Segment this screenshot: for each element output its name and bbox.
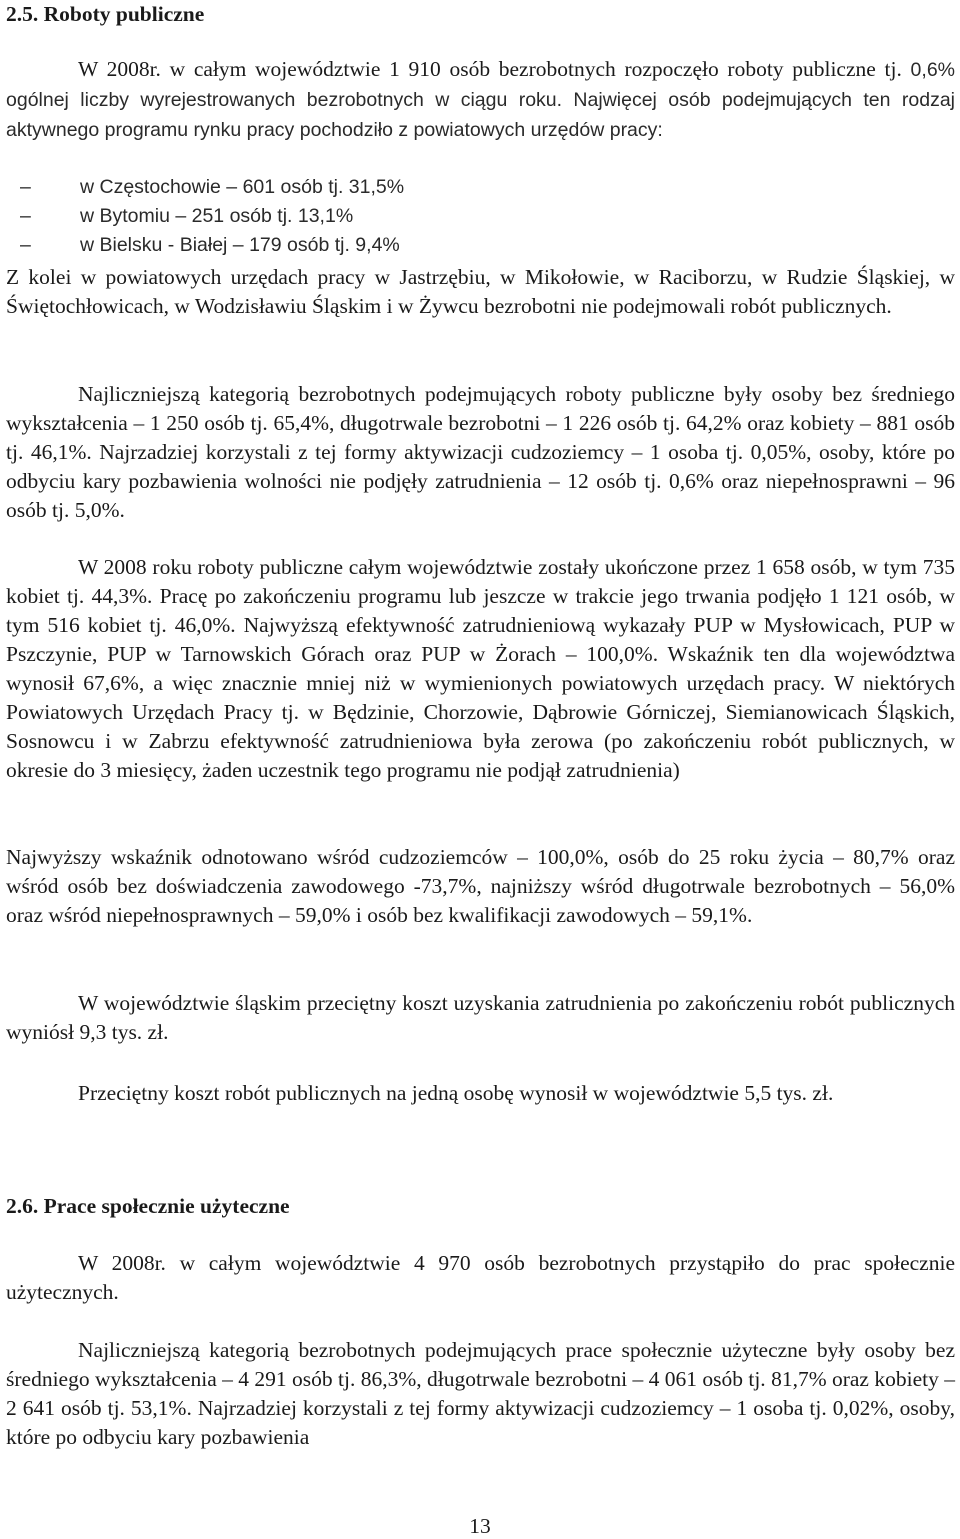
paragraph-psu-intro: W 2008r. w całym województwie 4 970 osób bezrobotnych przystąpiło do prac społecznie użytecznych.: [6, 1251, 955, 1304]
intro-text-serif: W 2008r. w całym województwie 1 910 osób bezrobotnych rozpoczęło roboty publiczne tj.: [78, 57, 902, 81]
paragraph-categories: Najliczniejszą kategorią bezrobotnych podejmujących roboty publiczne były osoby bez średniego wykształcenia – 1 250 osób tj. 65,4%, długotrwale bezrobotni – 1 226 osób tj. 64,2% oraz kobiety – 881 osób tj. 46,1%. Najrzadziej korzystali z tej formy aktywizacji cudzoziemcy – 1 osoba tj. 0,05%, osoby, które po odbyciu kary pozbawienia wolności nie podjęły zatrudnienia – 12 osób tj. 0,6% oraz niepełnosprawni – 96 osób tj. 5,0%.: [6, 382, 955, 522]
paragraph-completed: W 2008 roku roboty publiczne całym województwie zostały ukończone przez 1 658 osób, w tym 735 kobiet tj. 44,3%. Pracę po zakończeniu programu lub jeszcze w trakcie jego trwania podjęło 1 121 osób, w tym 516 kobiet tj. 46,0%. Najwyższą efektywność zatrudnieniową wykazały PUP w Mysłowicach, PUP w Pszczynie, PUP w Tarnowskich Górach oraz PUP w Żorach – 100,0%. Wskaźnik ten dla województwa wynosił 67,6%, a więc znacznie mniej niż w wymienionych powiatowych urzędach pracy. W niektórych Powiatowych Urzędach Pracy tj. w Będzinie, Chorzowie, Dąbrowie Górniczej, Siemianowicach Śląskich, Sosnowcu i w Zabrzu efektywność zatrudnieniowa była zerowa (po zakończeniu robót publicznych, w okresie do 3 miesięcy, żaden uczestnik tego programu nie podjął zatrudnienia): [6, 555, 955, 782]
paragraph-cost-per-person: Przeciętny koszt robót publicznych na jedną osobę wynosił w województwie 5,5 tys. zł.: [78, 1081, 834, 1105]
pup-list: [6, 173, 955, 260]
paragraph-no-public-works: Z kolei w powiatowych urzędach pracy w Jastrzębiu, w Mikołowie, w Raciborzu, w Rudzie Śląskiej, w Świętochłowicach, w Wodzisławiu Śląskim i w Żywcu bezrobotni nie podejmowali robót publicznych.: [6, 265, 955, 318]
list-item: [6, 231, 955, 260]
list-item-text: w Bielsku - Białej – 179 osób tj. 9,4%: [80, 234, 400, 256]
dash-bullet: –: [20, 176, 31, 198]
dash-bullet: –: [20, 234, 31, 256]
dash-bullet: –: [20, 205, 31, 227]
paragraph-intro: [6, 55, 955, 145]
page-number: 13: [469, 1514, 491, 1538]
section-heading-prace-spolecznie-uzyteczne: 2.6. Prace społecznie użyteczne: [6, 1194, 290, 1218]
section-heading-roboty-publiczne: 2.5. Roboty publiczne: [6, 2, 205, 26]
list-item: [6, 173, 955, 202]
paragraph-cost-employment: W województwie śląskim przeciętny koszt uzyskania zatrudnienia po zakończeniu robót publicznych wyniósł 9,3 tys. zł.: [6, 991, 955, 1044]
list-item-text: w Bytomiu – 251 osób tj. 13,1%: [80, 205, 354, 227]
intro-text-sans: 0,6% ogólnej liczby wyrejestrowanych bezrobotnych w ciągu roku. Najwięcej osób podejmujących ten rodzaj aktywnego programu rynku pracy pochodziło z powiatowych urzędów pracy:: [6, 59, 955, 141]
list-item-text: w Częstochowie – 601 osób tj. 31,5%: [80, 176, 405, 198]
paragraph-highest-indicator: Najwyższy wskaźnik odnotowano wśród cudzoziemców – 100,0%, osób do 25 roku życia – 80,7% oraz wśród osób bez doświadczenia zawodowego -73,7%, najniższy wśród długotrwale bezrobotnych – 56,0% oraz wśród niepełnosprawnych – 59,0% i osób bez kwalifikacji zawodowych – 59,1%.: [6, 845, 955, 927]
list-item: [6, 202, 955, 231]
paragraph-psu-categories: Najliczniejszą kategorią bezrobotnych podejmujących prace społecznie użyteczne były osoby bez średniego wykształcenia – 4 291 osób tj. 86,3%, długotrwale bezrobotni – 4 061 osób tj. 81,7% oraz kobiety – 2 641 osób tj. 53,1%. Najrzadziej korzystali z tej formy aktywizacji cudzoziemcy – 1 osoba tj. 0,02%, osoby, które po odbyciu kary pozbawienia: [6, 1338, 955, 1449]
